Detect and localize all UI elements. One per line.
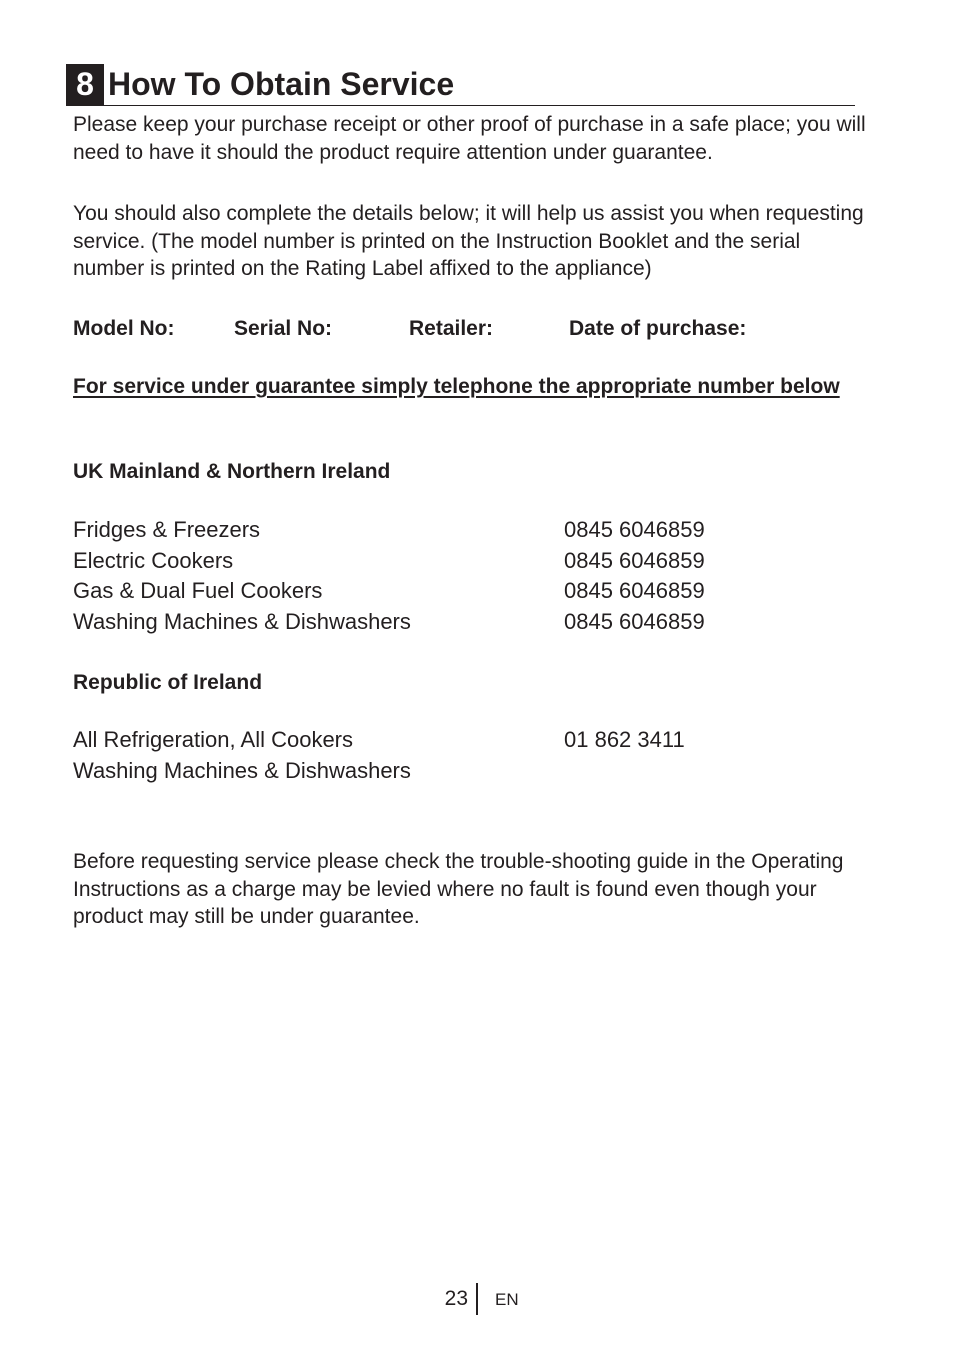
service-category: Gas & Dual Fuel Cookers (73, 578, 323, 603)
service-category: Washing Machines & Dishwashers (73, 758, 411, 783)
field-model-no: Model No: (73, 317, 175, 340)
section-heading (66, 64, 855, 106)
service-phone: 0845 6046859 (564, 548, 705, 573)
section-number-badge: 8 (66, 64, 104, 105)
field-serial-no: Serial No: (234, 317, 333, 340)
service-row (73, 607, 773, 637)
service-phone: 0845 6046859 (564, 609, 705, 634)
closing-paragraph: Before requesting service please check the trouble-shooting guide in the Operating Instructions as a charge may be levied where no fault is found even though your product may still be under guarantee. (73, 850, 844, 928)
service-row (73, 515, 773, 545)
service-phone: 0845 6046859 (564, 578, 705, 603)
service-category: Electric Cookers (73, 548, 234, 573)
service-phone: 01 862 3411 (564, 727, 685, 752)
roi-region-heading: Republic of Ireland (73, 671, 263, 694)
service-row (73, 756, 773, 786)
service-row (73, 546, 773, 576)
footer-divider (476, 1283, 478, 1315)
intro-paragraph-details: You should also complete the details below; it will help us assist you when requesting service. (The model number is printed on the Instruction Booklet and the serial number is printed on the Rating Label affixed to the appliance) (73, 202, 864, 280)
service-row (73, 725, 773, 755)
service-category: Fridges & Freezers (73, 517, 261, 542)
page-number: 23 (444, 1287, 468, 1310)
language-code: EN (495, 1290, 519, 1309)
intro-paragraph-receipt: Please keep your purchase receipt or other proof of purchase in a safe place; you will need to have it should the product require attention under guarantee. (73, 113, 866, 164)
field-date-of-purchase: Date of purchase: (569, 317, 747, 340)
service-category: All Refrigeration, All Cookers (73, 727, 354, 752)
uk-region-heading: UK Mainland & Northern Ireland (73, 460, 391, 483)
service-row (73, 576, 773, 606)
field-retailer: Retailer: (409, 317, 494, 340)
guarantee-notice: For service under guarantee simply telephone the appropriate number below (73, 375, 840, 398)
service-category: Washing Machines & Dishwashers (73, 609, 411, 634)
service-phone: 0845 6046859 (564, 517, 705, 542)
section-title: How To Obtain Service (108, 66, 455, 102)
